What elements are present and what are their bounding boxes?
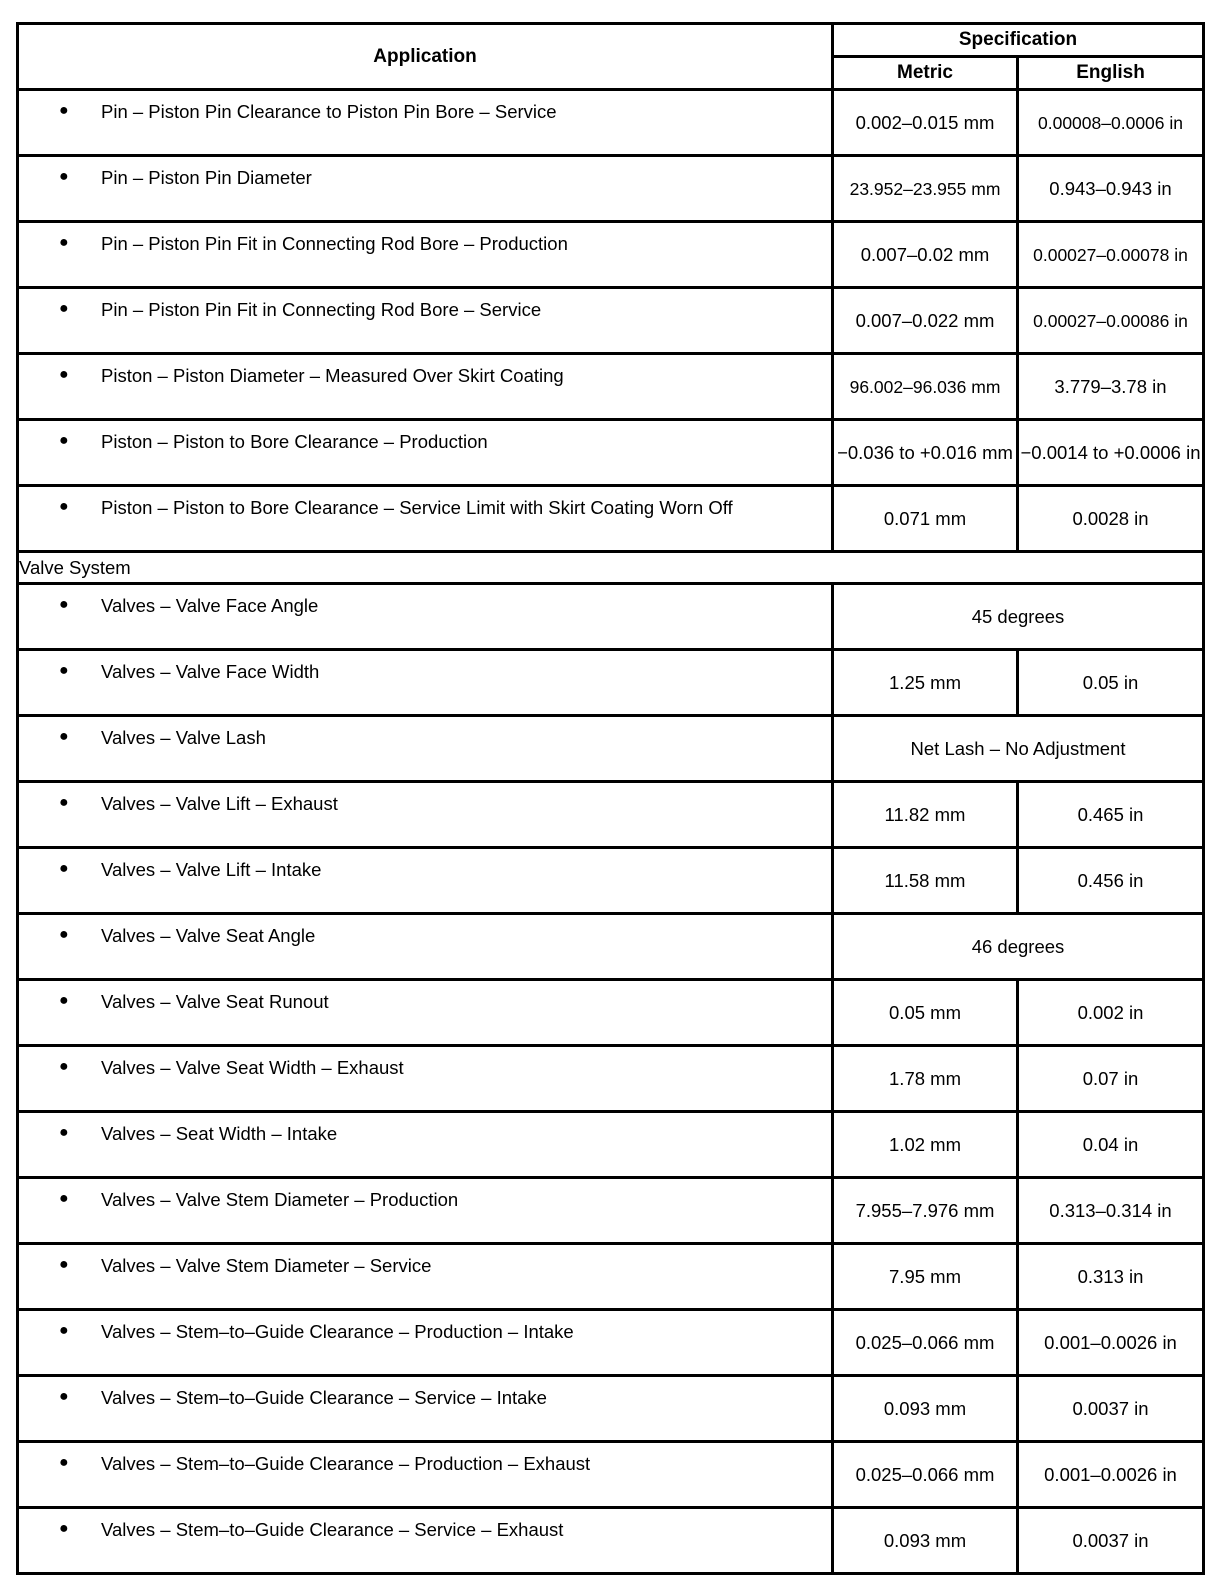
english-cell: −0.0014 to +0.0006 in [1018,420,1204,486]
metric-cell: 96.002–96.036 mm [833,354,1018,420]
metric-cell: 7.95 mm [833,1244,1018,1310]
table-row [18,222,1204,288]
metric-cell: 1.78 mm [833,1046,1018,1112]
application-cell: ● Piston – Piston to Bore Clearance – Service Limit with Skirt Coating Worn Off [18,486,833,552]
bullet-icon: ● [59,992,69,1009]
bullet-icon: ● [59,1520,69,1537]
metric-cell: 0.093 mm [833,1376,1018,1442]
metric-header: Metric [833,57,1018,90]
application-cell: ● Valves – Valve Seat Width – Exhaust [18,1046,833,1112]
english-cell: 0.002 in [1018,980,1204,1046]
metric-cell: 23.952–23.955 mm [833,156,1018,222]
bullet-icon: ● [59,432,69,449]
bullet-icon: ● [59,498,69,515]
table-row [18,650,1204,716]
english-cell: 0.001–0.0026 in [1018,1310,1204,1376]
english-cell: 0.313–0.314 in [1018,1178,1204,1244]
table-row [18,848,1204,914]
table-row [18,1178,1204,1244]
english-cell: 0.465 in [1018,782,1204,848]
application-cell: ● Valves – Valve Seat Angle [18,914,833,980]
table-row [18,914,1204,980]
application-cell: ● Valves – Valve Stem Diameter – Production [18,1178,833,1244]
table-row [18,156,1204,222]
bullet-icon: ● [59,1388,69,1405]
application-cell: ● Pin – Piston Pin Fit in Connecting Rod Bore – Service [18,288,833,354]
application-cell: ● Valves – Valve Lift – Intake [18,848,833,914]
english-cell: 0.943–0.943 in [1018,156,1204,222]
table-row [18,1244,1204,1310]
application-cell: ● Piston – Piston Diameter – Measured Over Skirt Coating [18,354,833,420]
english-cell: 0.05 in [1018,650,1204,716]
metric-cell: −0.036 to +0.016 mm [833,420,1018,486]
table-row [18,90,1204,156]
bullet-icon: ● [59,366,69,383]
english-cell: 0.00027–0.00078 in [1018,222,1204,288]
english-cell: 3.779–3.78 in [1018,354,1204,420]
english-cell: 0.04 in [1018,1112,1204,1178]
table-row [18,1310,1204,1376]
section-row [18,552,1204,584]
english-header: English [1018,57,1204,90]
application-cell: ● Piston – Piston to Bore Clearance – Production [18,420,833,486]
bullet-icon: ● [59,1322,69,1339]
table-row [18,584,1204,650]
application-cell: ● Valves – Valve Stem Diameter – Service [18,1244,833,1310]
english-cell: 0.313 in [1018,1244,1204,1310]
bullet-icon: ● [59,926,69,943]
bullet-icon: ● [59,168,69,185]
metric-cell: 11.82 mm [833,782,1018,848]
bullet-icon: ● [59,1190,69,1207]
specification-table [16,22,1205,1575]
bullet-icon: ● [59,1058,69,1075]
table-row [18,1376,1204,1442]
table-row [18,782,1204,848]
combined-spec-cell: Net Lash – No Adjustment [833,716,1204,782]
english-cell: 0.00027–0.00086 in [1018,288,1204,354]
table-row [18,1046,1204,1112]
bullet-icon: ● [59,1124,69,1141]
metric-cell: 0.025–0.066 mm [833,1442,1018,1508]
metric-cell: 0.007–0.02 mm [833,222,1018,288]
bullet-icon: ● [59,794,69,811]
bullet-icon: ● [59,300,69,317]
application-cell: ● Valves – Valve Lash [18,716,833,782]
table-row [18,1442,1204,1508]
table-row [18,980,1204,1046]
bullet-icon: ● [59,102,69,119]
metric-cell: 11.58 mm [833,848,1018,914]
table-row [18,716,1204,782]
table-row [18,420,1204,486]
english-cell: 0.456 in [1018,848,1204,914]
bullet-icon: ● [59,1454,69,1471]
application-cell: ● Valves – Valve Face Angle [18,584,833,650]
metric-cell: 0.025–0.066 mm [833,1310,1018,1376]
english-cell: 0.0037 in [1018,1376,1204,1442]
table-row [18,1508,1204,1574]
metric-cell: 0.05 mm [833,980,1018,1046]
table-row [18,1112,1204,1178]
metric-cell: 7.955–7.976 mm [833,1178,1018,1244]
combined-spec-cell: 46 degrees [833,914,1204,980]
table-row [18,486,1204,552]
english-cell: 0.001–0.0026 in [1018,1442,1204,1508]
combined-spec-cell: 45 degrees [833,584,1204,650]
english-cell: 0.0037 in [1018,1508,1204,1574]
application-cell: ● Valves – Stem–to–Guide Clearance – Service – Exhaust [18,1508,833,1574]
application-cell: ● Valves – Seat Width – Intake [18,1112,833,1178]
application-cell: ● Pin – Piston Pin Diameter [18,156,833,222]
bullet-icon: ● [59,860,69,877]
metric-cell: 1.25 mm [833,650,1018,716]
application-cell: ● Valves – Valve Lift – Exhaust [18,782,833,848]
metric-cell: 0.071 mm [833,486,1018,552]
application-cell: ● Valves – Valve Face Width [18,650,833,716]
application-cell: ● Valves – Stem–to–Guide Clearance – Service – Intake [18,1376,833,1442]
specification-header: Specification [833,24,1204,57]
bullet-icon: ● [59,596,69,613]
application-header: Application [18,24,833,90]
application-cell: ● Valves – Valve Seat Runout [18,980,833,1046]
english-cell: 0.07 in [1018,1046,1204,1112]
table-row [18,354,1204,420]
english-cell: 0.00008–0.0006 in [1018,90,1204,156]
bullet-icon: ● [59,728,69,745]
application-cell: ● Pin – Piston Pin Clearance to Piston Pin Bore – Service [18,90,833,156]
application-cell: ● Pin – Piston Pin Fit in Connecting Rod Bore – Production [18,222,833,288]
english-cell: 0.0028 in [1018,486,1204,552]
bullet-icon: ● [59,662,69,679]
metric-cell: 1.02 mm [833,1112,1018,1178]
table-row [18,288,1204,354]
application-cell: ● Valves – Stem–to–Guide Clearance – Production – Intake [18,1310,833,1376]
metric-cell: 0.007–0.022 mm [833,288,1018,354]
metric-cell: 0.093 mm [833,1508,1018,1574]
bullet-icon: ● [59,1256,69,1273]
application-cell: ● Valves – Stem–to–Guide Clearance – Production – Exhaust [18,1442,833,1508]
metric-cell: 0.002–0.015 mm [833,90,1018,156]
bullet-icon: ● [59,234,69,251]
section-title-valve-system: Valve System [18,552,1204,584]
